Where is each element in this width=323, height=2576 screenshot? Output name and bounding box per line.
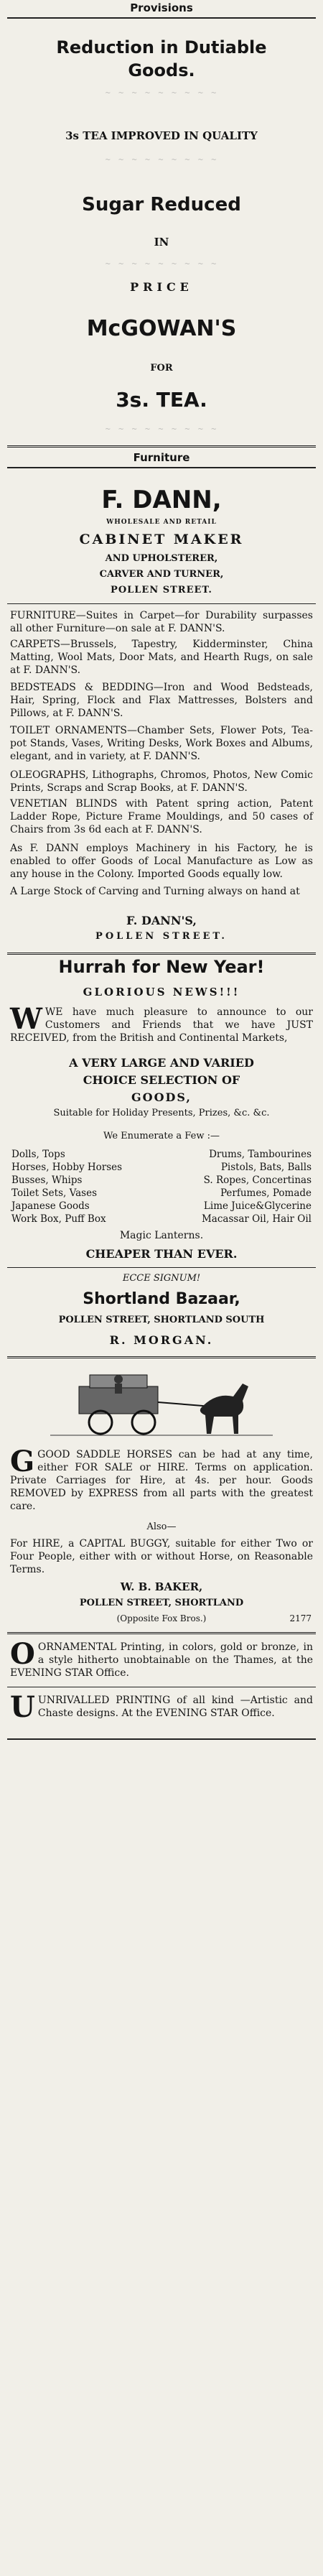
carver-turner: CARVER AND TURNER, — [99, 569, 224, 580]
dropcap-g: G — [10, 1445, 35, 1478]
choice-selection-line: CHOICE SELECTION OF — [83, 1073, 240, 1087]
f-danns-footer: F. DANN'S, — [126, 914, 197, 927]
furniture-paragraph: FURNITURE—Suites in Carpet—for Durability surpasses all other Furniture—on sale at F. DANN'S. — [10, 610, 313, 634]
bleed-through-text: ~ ~ ~ ~ ~ ~ ~ ~ ~ — [105, 88, 218, 98]
divider — [7, 1267, 316, 1268]
list-item-left: Toilet Sets, Vases — [11, 1187, 98, 1199]
divider — [7, 445, 316, 448]
in-word: IN — [154, 236, 169, 249]
list-item-right: Macassar Oil, Hair Oil — [201, 1213, 312, 1225]
bazaar-street: POLLEN STREET, SHORTLAND SOUTH — [58, 1315, 265, 1325]
venetian-blinds-paragraph: VENETIAN BLINDS with Patent spring action, Patent Ladder Rope, Picture Frame Mouldings, and 50 cases of Chairs from 3s 6d each at F. DANN'S. — [10, 798, 313, 835]
enumerate-line: We Enumerate a Few :— — [103, 1131, 220, 1141]
ornamental-text: ORNAMENTAL Printing, in colors, gold or bronze, in a style hitherto unobtainable on the Thames, at the EVENING STAR Office. — [10, 1641, 313, 1679]
list-item — [11, 1161, 312, 1174]
pollen-street: POLLEN STREET. — [111, 585, 212, 596]
list-item-left: Japanese Goods — [11, 1200, 90, 1212]
divider — [7, 467, 316, 468]
bleed-through-text: ~ ~ ~ ~ ~ ~ ~ ~ ~ — [105, 154, 218, 165]
baker-street: POLLEN STREET, SHORTLAND — [79, 1598, 244, 1608]
headline-goods: Goods. — [128, 60, 195, 80]
list-item-right: Perfumes, Pomade — [220, 1187, 312, 1199]
tea-quality-line: 3s TEA IMPROVED IN QUALITY — [65, 129, 258, 142]
pollen-street-footer: POLLEN STREET. — [95, 931, 228, 942]
dropcap-u: U — [10, 1690, 35, 1724]
headline-reduction: Reduction in Dutiable — [56, 37, 267, 57]
intro-text: WE have much pleasure to announce to our Customers and Friends that we have JUST RECEIVED, from the British and Continental Markets, — [10, 1006, 313, 1044]
machinery-paragraph: As F. DANN employs Machinery in his Factory, he is enabled to offer Goods of Local Manufacture as Low as any house in the Colony. Imported Goods equally low. — [10, 843, 313, 880]
ornamental-printing-paragraph — [10, 1637, 313, 1680]
bedsteads-paragraph: BEDSTEADS & BEDDING—Iron and Wood Bedsteads, Hair, Spring, Flock and Flax Mattresses, Bolsters and Pillows, at F. DANN'S. — [10, 682, 313, 719]
saddle-horses-paragraph — [10, 1445, 313, 1513]
list-item-left: Horses, Hobby Horses — [11, 1162, 123, 1173]
toilet-ornaments-paragraph: TOILET ORNAMENTS—Chamber Sets, Flower Pots, Tea-pot Stands, Vases, Writing Desks, Work Boxes and Albums, elegant, and in variety, at F. DANN'S. — [10, 725, 313, 762]
intro-paragraph — [10, 1002, 313, 1044]
bleed-through-text: ~ ~ ~ ~ ~ ~ ~ ~ ~ — [105, 424, 218, 434]
goods-line: GOODS, — [131, 1090, 192, 1104]
list-item-right: Pistols, Bats, Balls — [220, 1162, 312, 1173]
also-line: Also— — [146, 1521, 177, 1532]
saddle-text: GOOD SADDLE HORSES can be had at any time, either FOR SALE or HIRE. Terms on application. Private Carriages for Hire, at 4s. per hour. Goods REMOVED by EXPRESS from all parts with the greatest care. — [10, 1449, 313, 1512]
list-item — [11, 1213, 312, 1226]
divider — [7, 1632, 316, 1634]
hurrah-headline: Hurrah for New Year! — [58, 957, 265, 977]
bleed-through-text: ~ ~ ~ ~ ~ ~ ~ ~ ~ — [105, 259, 218, 269]
carpets-paragraph: CARPETS—Brussels, Tapestry, Kidderminster, China Matting, Wool Mats, Door Mats, and Hearth Rugs, on sale at F. DANN'S. — [10, 639, 313, 676]
price-word: PRICE — [130, 280, 193, 294]
r-morgan: R. MORGAN. — [109, 1333, 214, 1347]
list-item — [11, 1148, 312, 1161]
wholesale-retail: WHOLESALE AND RETAIL — [106, 519, 217, 526]
unrivalled-text: UNRIVALLED PRINTING of all kind —Artistic and Chaste designs. At the EVENING STAR Office. — [37, 1695, 313, 1719]
mcgowans-brand: McGOWAN'S — [86, 316, 237, 341]
f-dann-name: F. DANN, — [101, 486, 222, 514]
divider — [7, 1738, 316, 1740]
cabinet-maker: CABINET MAKER — [79, 532, 244, 547]
tea-price: 3s. TEA. — [116, 388, 207, 412]
goods-list — [11, 1148, 312, 1226]
wb-baker: W. B. BAKER, — [120, 1580, 203, 1593]
list-item-right: Drums, Tambourines — [209, 1149, 312, 1160]
divider — [7, 1356, 316, 1358]
list-item-right: S. Ropes, Concertinas — [203, 1175, 312, 1186]
ad-reference-number: 2177 — [289, 1613, 312, 1623]
divider — [7, 17, 316, 19]
buggy-paragraph: For HIRE, a CAPITAL BUGGY, suitable for either Two or Four People, either with or without Horse, on Reasonable Terms. — [10, 1538, 313, 1575]
ecce-signum: ECCE SIGNUM! — [122, 1273, 201, 1284]
magic-lanterns: Magic Lanterns. — [119, 1230, 204, 1241]
horse-cart-illustration — [50, 1365, 273, 1440]
list-item-left: Dolls, Tops — [11, 1149, 65, 1160]
glorious-news: GLORIOUS NEWS!!! — [83, 986, 240, 999]
opposite-fox: (Opposite Fox Bros.) — [116, 1613, 207, 1623]
upholsterer: AND UPHOLSTERER, — [105, 553, 218, 564]
very-large-line: A VERY LARGE AND VARIED — [69, 1056, 254, 1070]
dropcap-w: W — [10, 1002, 42, 1036]
shortland-bazaar: Shortland Bazaar, — [83, 1290, 240, 1308]
for-word: FOR — [150, 363, 173, 374]
unrivalled-printing-paragraph — [10, 1690, 313, 1724]
section-heading-furniture: Furniture — [133, 451, 190, 464]
stock-paragraph: A Large Stock of Carving and Turning always on hand at — [10, 886, 300, 897]
section-heading-provisions: Provisions — [130, 1, 193, 14]
list-item — [11, 1187, 312, 1200]
list-item — [11, 1200, 312, 1213]
dropcap-o: O — [10, 1637, 35, 1671]
divider — [7, 953, 316, 955]
cheaper-than-ever: CHEAPER THAN EVER. — [85, 1247, 238, 1261]
sugar-reduced-headline: Sugar Reduced — [82, 194, 241, 216]
list-item-left: Busses, Whips — [11, 1175, 83, 1186]
list-item-left: Work Box, Puff Box — [11, 1213, 106, 1225]
oleographs-paragraph: OLEOGRAPHS, Lithographs, Chromos, Photos, New Comic Prints, Scraps and Scrap Books, at F. DANN'S. — [10, 769, 313, 794]
list-item — [11, 1174, 312, 1187]
divider — [7, 603, 316, 604]
list-item-right: Lime Juice&Glycerine — [203, 1200, 312, 1212]
suitable-line: Suitable for Holiday Presents, Prizes, &c. &c. — [53, 1108, 270, 1118]
